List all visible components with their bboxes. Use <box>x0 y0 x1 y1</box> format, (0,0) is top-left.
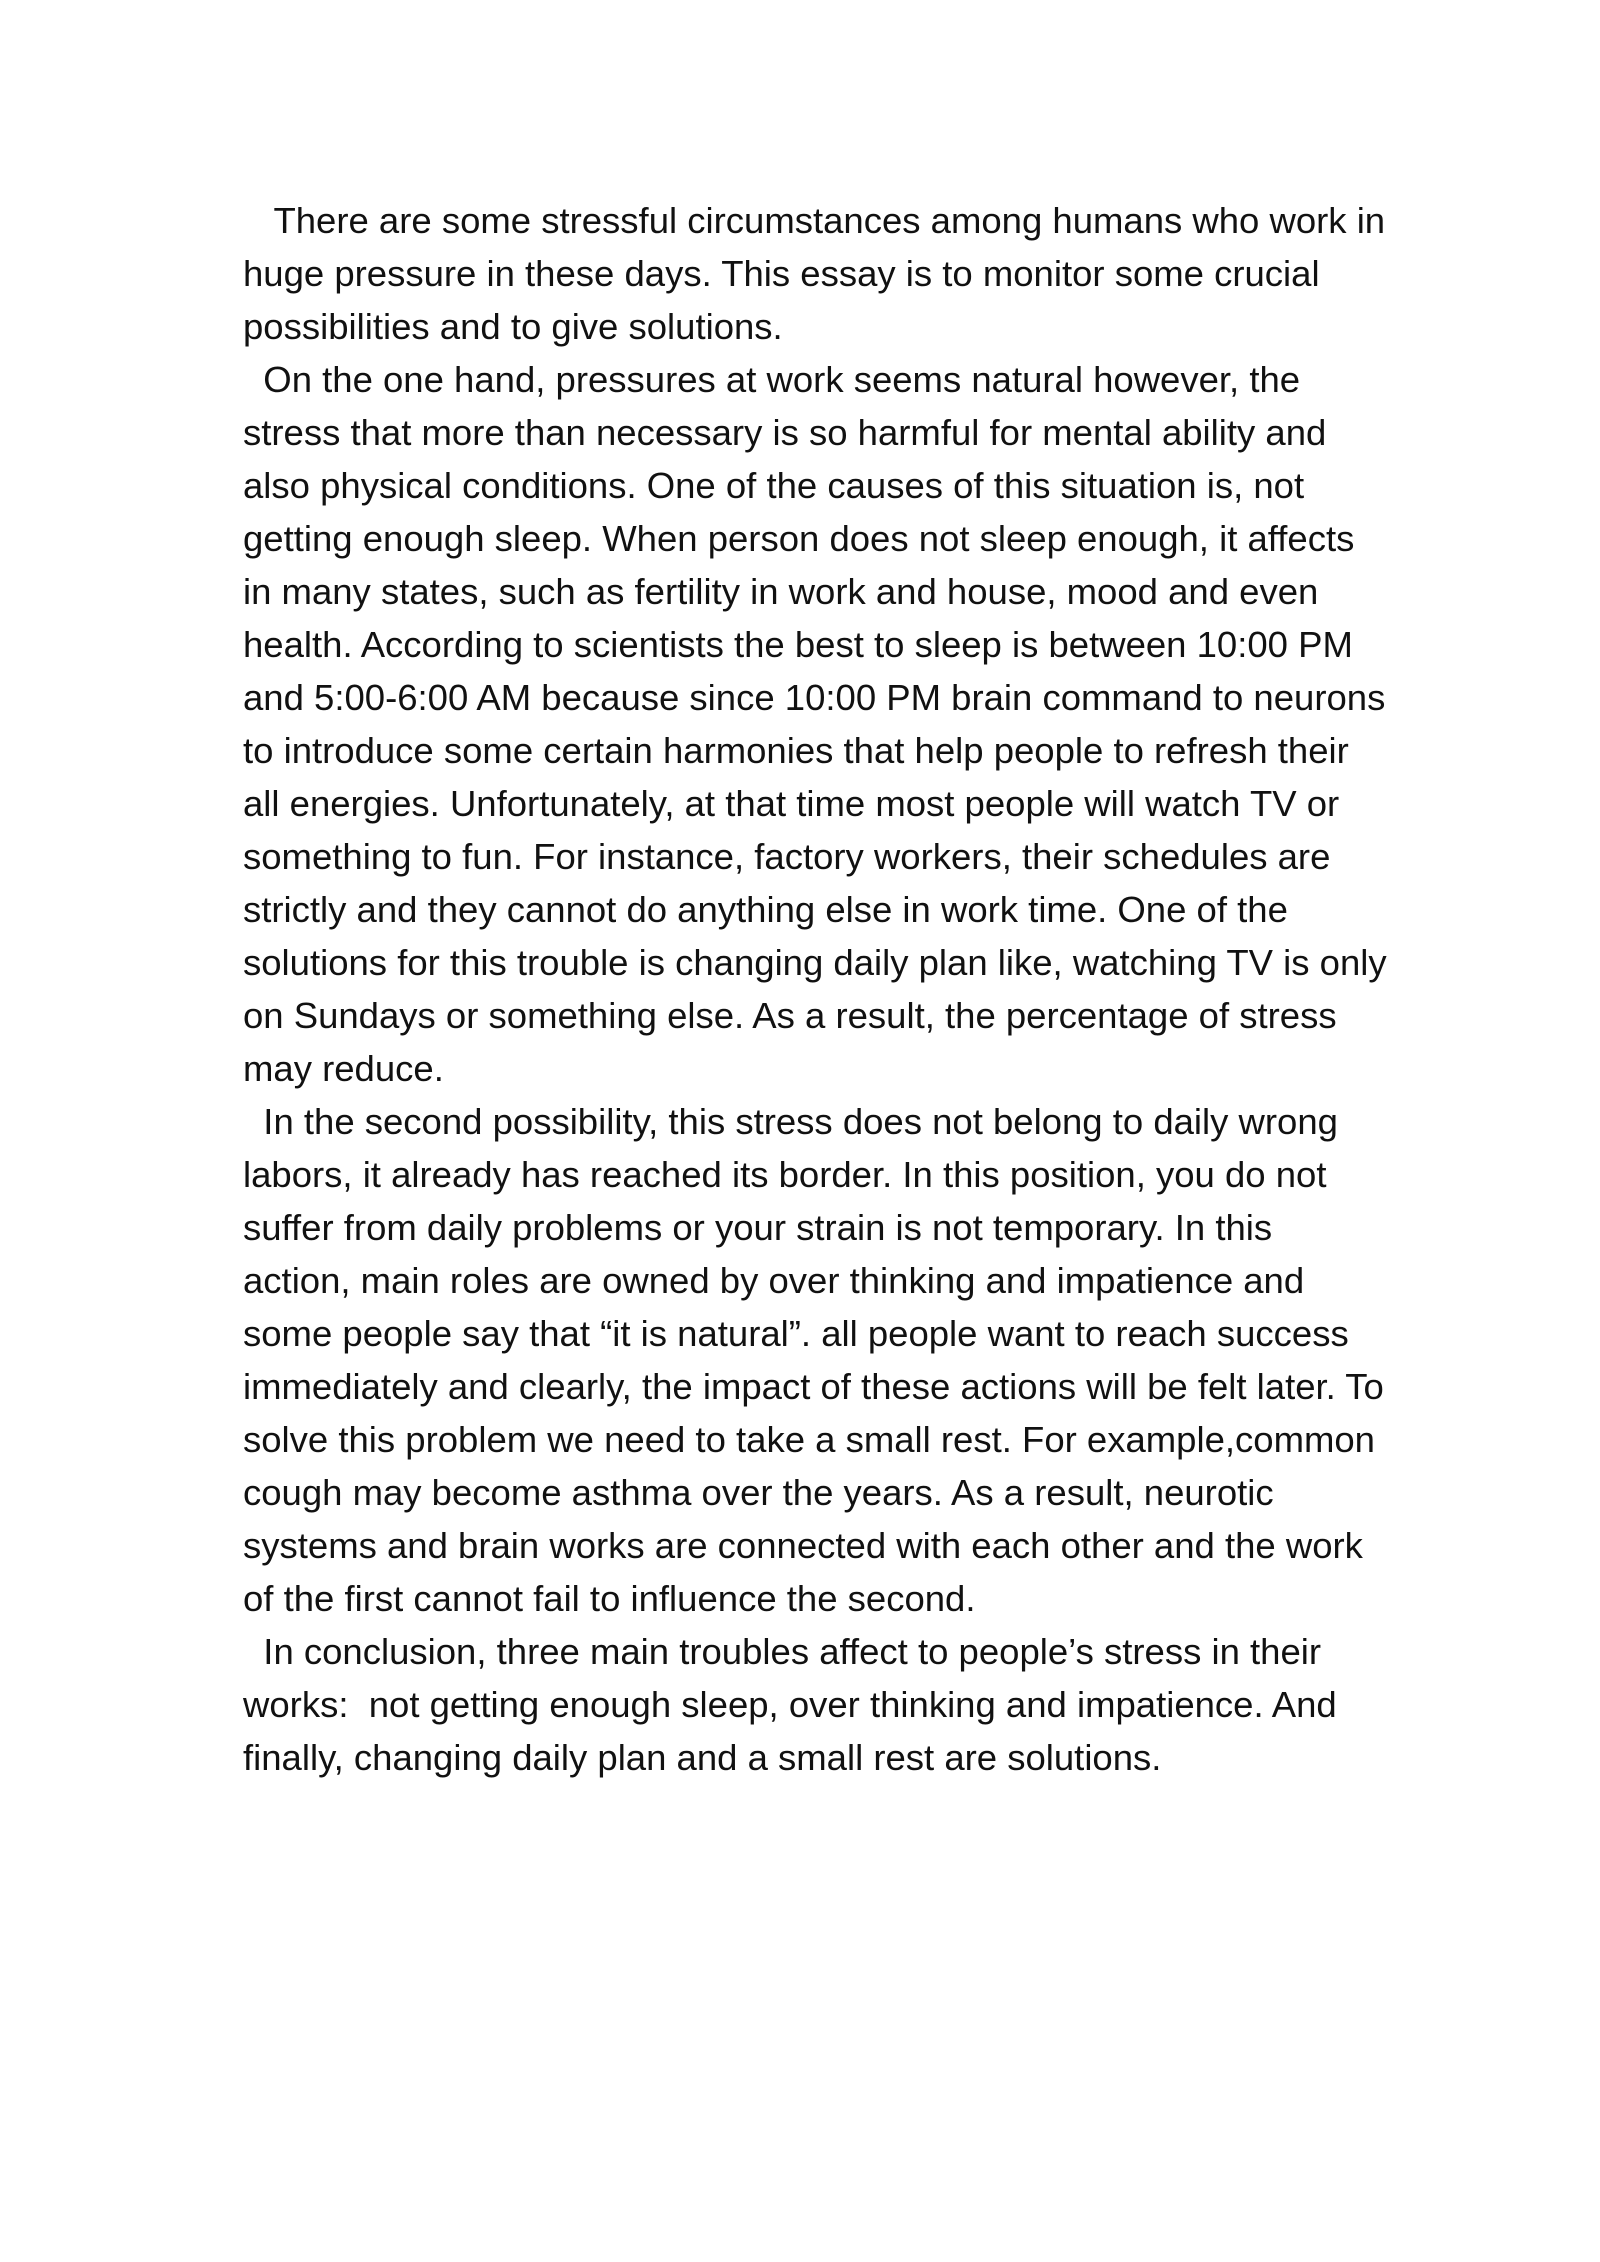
paragraph-second-possibility: In the second possibility, this stress does not belong to daily wrong labors, it already has reached its border. In this position, you do not suffer from daily problems or your strain is not temporary. In this action, main roles are owned by over thinking and impatience and some people say that “it is natural”. all people want to reach success immediately and clearly, the impact of these actions will be felt later. To solve this problem we need to take a small rest. For example,common cough may become asthma over the years. As a result, neurotic systems and brain works are connected with each other and the work of the first cannot fail to influence the second. <box>243 1101 1394 1619</box>
paragraph-conclusion: In conclusion, three main troubles affect to people’s stress in their works: not getting enough sleep, over thinking and impatience. And finally, changing daily plan and a small rest are solutions. <box>243 1631 1347 1778</box>
essay-body <box>243 194 1397 1784</box>
paragraph-sleep-cause: On the one hand, pressures at work seems natural however, the stress that more than necessary is so harmful for mental ability and also physical conditions. One of the causes of this situation is, not getting enough sleep. When person does not sleep enough, it affects in many states, such as fertility in work and house, mood and even health. According to scientists the best to sleep is between 10:00 PM and 5:00-6:00 AM because since 10:00 PM brain command to neurons to introduce some certain harmonies that help people to refresh their all energies. Unfortunately, at that time most people will watch TV or something to fun. For instance, factory workers, their schedules are strictly and they cannot do anything else in work time. One of the solutions for this trouble is changing daily plan like, watching TV is only on Sundays or something else. As a result, the percentage of stress may reduce. <box>243 359 1397 1089</box>
paragraph-introduction: There are some stressful circumstances among humans who work in huge pressure in these days. This essay is to monitor some crucial possibilities and to give solutions. <box>243 200 1396 347</box>
